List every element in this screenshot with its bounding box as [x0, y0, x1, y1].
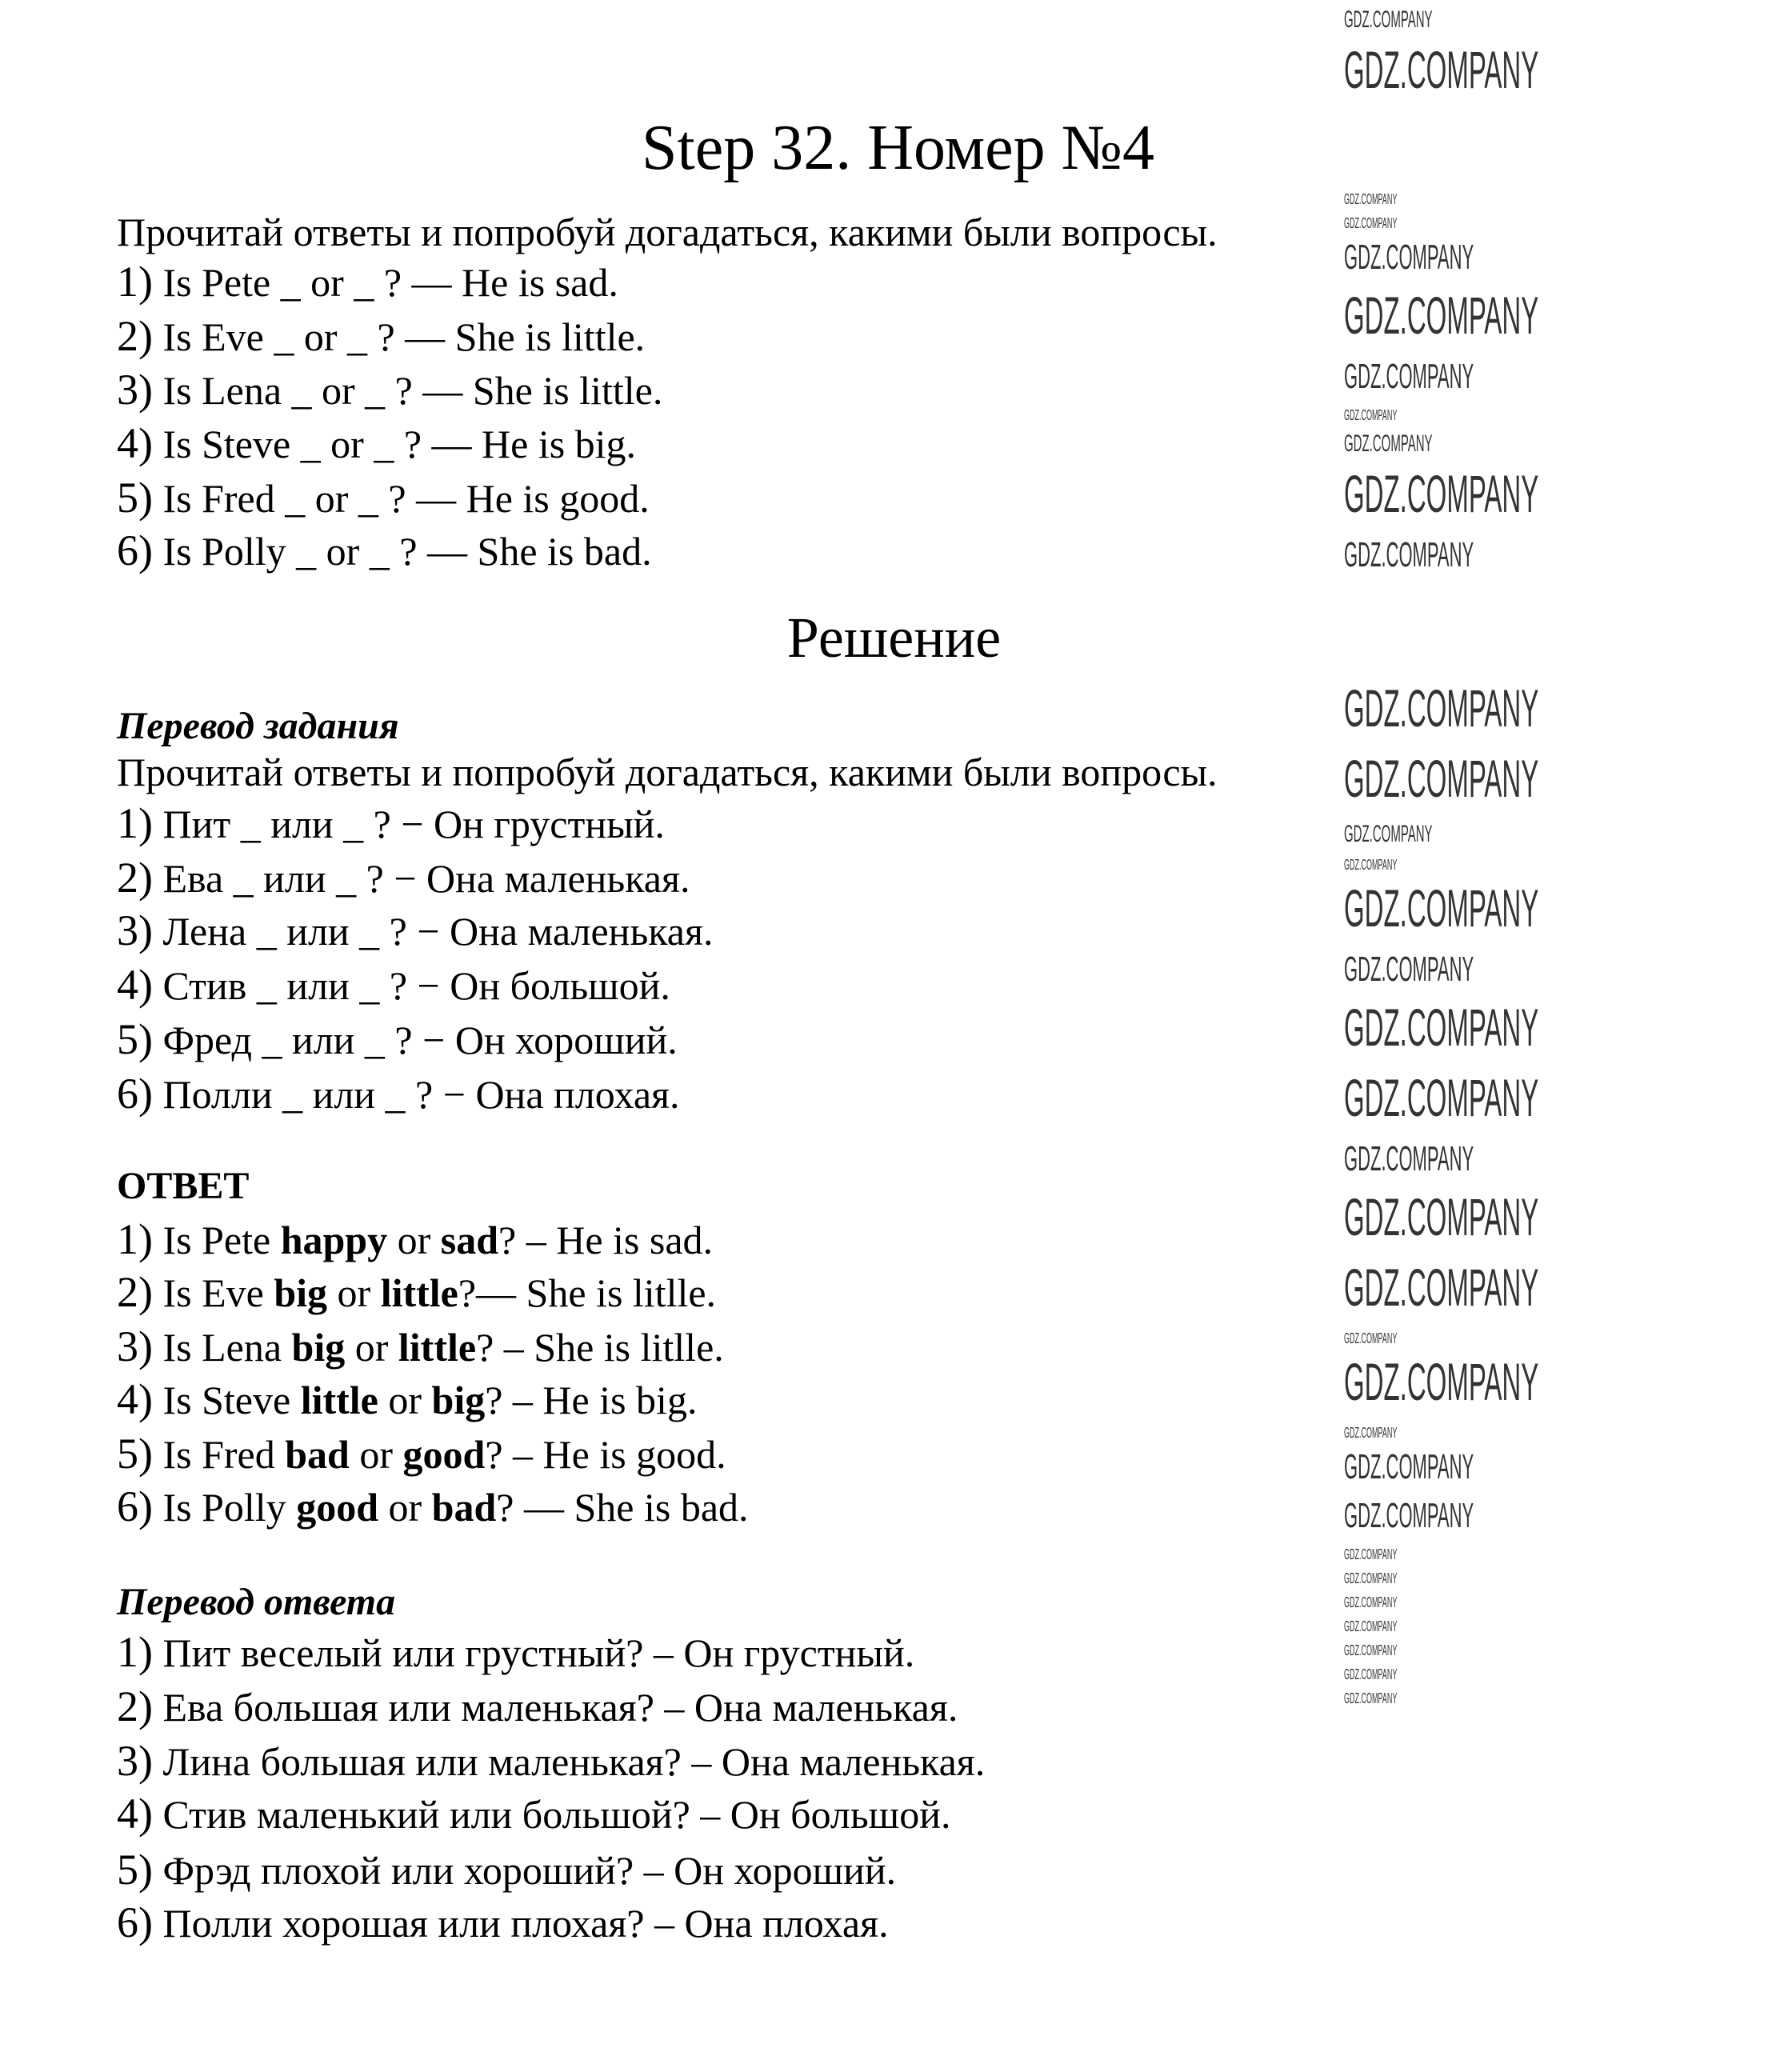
item-text: or: [387, 1218, 441, 1262]
item-number: 5): [117, 474, 153, 522]
watermark: GDZ.COMPANY: [1344, 857, 1398, 873]
watermark: GDZ.COMPANY: [1344, 1258, 1539, 1317]
watermark: GDZ.COMPANY: [1344, 1618, 1398, 1634]
translation-item: [117, 801, 665, 846]
item-number: 1): [117, 1215, 153, 1263]
answer-option: big: [274, 1270, 328, 1315]
item-text: Фрэд плохой или хороший? – Он хороший.: [162, 1848, 897, 1893]
translation-item: [117, 1017, 678, 1062]
answer-option: big: [291, 1325, 346, 1370]
task-translation-instruction: Прочитай ответы и попробуй догадаться, какими были вопросы.: [117, 750, 1218, 794]
item-number: 1): [117, 799, 153, 847]
answer-option: little: [380, 1270, 458, 1315]
task-item: [117, 259, 618, 305]
answer-option: good: [296, 1485, 378, 1530]
answer-translation-item: [117, 1791, 950, 1837]
watermark: GDZ.COMPANY: [1344, 430, 1433, 457]
item-text: ?— She is litlle.: [458, 1270, 717, 1315]
answer-item: [117, 1270, 716, 1315]
item-number: 4): [117, 1790, 153, 1838]
watermark: GDZ.COMPANY: [1344, 6, 1433, 33]
item-text: Is Eve _ or _ ? — She is little.: [162, 314, 646, 359]
item-text: Пит веселый или грустный? – Он грустный.: [162, 1630, 915, 1675]
watermark: GDZ.COMPANY: [1344, 1496, 1474, 1535]
watermark: GDZ.COMPANY: [1344, 1570, 1398, 1586]
translation-item: [117, 908, 713, 954]
watermark: GDZ.COMPANY: [1344, 1690, 1398, 1706]
watermark: GDZ.COMPANY: [1344, 1068, 1539, 1127]
task-item: [117, 314, 645, 359]
item-number: 3): [117, 1322, 153, 1370]
item-text: ? – He is big.: [485, 1378, 698, 1422]
watermark: GDZ.COMPANY: [1344, 407, 1398, 423]
item-text: Is Pete _ or _ ? — He is sad.: [162, 260, 618, 305]
item-text: or: [345, 1325, 398, 1370]
watermark: GDZ.COMPANY: [1344, 1642, 1398, 1658]
item-text: Ева _ или _ ? − Она маленькая.: [162, 856, 690, 901]
watermark: GDZ.COMPANY: [1344, 286, 1539, 345]
watermark: GDZ.COMPANY: [1344, 1594, 1398, 1610]
item-text: Ева большая или маленькая? – Она маленькая.: [162, 1685, 958, 1730]
page-title: Step 32. Номер №4: [642, 113, 1154, 183]
item-text: ? – He is good.: [485, 1432, 726, 1477]
item-text: or: [378, 1485, 432, 1530]
item-number: 3): [117, 366, 153, 414]
answer-option: little: [300, 1378, 378, 1422]
answer-translation-item: [117, 1684, 958, 1730]
answer-option: big: [431, 1378, 486, 1422]
answer-translation-item: [117, 1738, 985, 1784]
item-text: Is Lena: [162, 1325, 292, 1370]
task-item: [117, 367, 662, 413]
item-text: Полли хорошая или плохая? – Она плохая.: [162, 1901, 889, 1946]
item-text: ? – She is litlle.: [476, 1325, 724, 1370]
item-text: ? — She is bad.: [496, 1485, 749, 1530]
item-number: 5): [117, 1430, 153, 1478]
item-number: 4): [117, 961, 153, 1009]
answer-option: sad: [440, 1218, 499, 1262]
answer-option: happy: [280, 1218, 388, 1262]
solution-heading: Решение: [786, 606, 1002, 670]
answer-translation-item: [117, 1630, 914, 1675]
item-text: Стив _ или _ ? − Он большой.: [162, 963, 670, 1008]
task-item: [117, 475, 650, 521]
item-number: 6): [117, 1898, 153, 1946]
answer-option: bad: [431, 1485, 497, 1530]
item-text: ? – He is sad.: [498, 1218, 714, 1262]
answer-item: [117, 1431, 726, 1477]
item-text: or: [349, 1432, 403, 1477]
item-text: Is Polly: [162, 1485, 297, 1530]
answer-option: little: [398, 1325, 477, 1370]
translation-item: [117, 855, 690, 901]
watermark: GDZ.COMPANY: [1344, 535, 1474, 574]
item-text: Фред _ или _ ? − Он хороший.: [162, 1018, 678, 1062]
item-number: 6): [117, 1482, 153, 1530]
item-number: 5): [117, 1015, 153, 1063]
watermark: GDZ.COMPANY: [1344, 950, 1474, 989]
task-item: [117, 421, 636, 466]
task-item: [117, 528, 652, 574]
item-text: Is Eve: [162, 1270, 274, 1315]
watermark: GDZ.COMPANY: [1344, 1447, 1474, 1486]
item-text: Is Steve _ or _ ? — He is big.: [162, 422, 637, 466]
answer-item: [117, 1217, 713, 1262]
item-text: Is Polly _ or _ ? — She is bad.: [162, 529, 652, 574]
item-number: 3): [117, 906, 153, 954]
item-text: Is Steve: [162, 1378, 301, 1422]
item-text: Стив маленький или большой? – Он большой.: [162, 1792, 951, 1837]
answer-translation-item: [117, 1847, 896, 1893]
watermark: GDZ.COMPANY: [1344, 1187, 1539, 1246]
watermark: GDZ.COMPANY: [1344, 1352, 1539, 1411]
item-number: 2): [117, 854, 153, 902]
watermark: GDZ.COMPANY: [1344, 464, 1539, 523]
watermark: GDZ.COMPANY: [1344, 357, 1474, 396]
watermark: GDZ.COMPANY: [1344, 878, 1539, 938]
watermark: GDZ.COMPANY: [1344, 1425, 1398, 1441]
item-text: Is Fred _ or _ ? — He is good.: [162, 476, 650, 521]
item-number: 2): [117, 312, 153, 360]
watermark: GDZ.COMPANY: [1344, 821, 1433, 847]
item-number: 6): [117, 526, 153, 574]
watermark: GDZ.COMPANY: [1344, 998, 1539, 1057]
item-text: or: [378, 1378, 432, 1422]
watermark: GDZ.COMPANY: [1344, 191, 1398, 207]
answer-option: good: [402, 1432, 486, 1477]
item-number: 2): [117, 1268, 153, 1316]
task-translation-heading: Перевод задания: [117, 705, 399, 747]
watermark: GDZ.COMPANY: [1344, 238, 1474, 277]
answer-item: [117, 1484, 749, 1530]
item-text: Is Fred: [162, 1432, 286, 1477]
item-text: Лена _ или _ ? − Она маленькая.: [162, 909, 714, 954]
item-text: Полли _ или _ ? − Она плохая.: [162, 1072, 680, 1117]
answer-translation-item: [117, 1900, 889, 1946]
item-text: Лина большая или маленькая? – Она маленькая.: [162, 1739, 986, 1784]
item-number: 1): [117, 258, 153, 306]
answer-option: bad: [285, 1432, 350, 1477]
translation-item: [117, 962, 670, 1008]
answer-translation-heading: Перевод ответа: [117, 1581, 396, 1623]
watermark: GDZ.COMPANY: [1344, 1546, 1398, 1562]
item-text: Is Pete: [162, 1218, 281, 1262]
watermark: GDZ.COMPANY: [1344, 1139, 1474, 1178]
item-number: 6): [117, 1070, 153, 1118]
answer-item: [117, 1377, 697, 1422]
watermark: GDZ.COMPANY: [1344, 40, 1539, 99]
item-number: 2): [117, 1682, 153, 1730]
item-number: 4): [117, 419, 153, 467]
watermark: GDZ.COMPANY: [1344, 1330, 1398, 1346]
item-number: 3): [117, 1737, 153, 1785]
item-text: Is Lena _ or _ ? — She is little.: [162, 368, 663, 413]
watermark: GDZ.COMPANY: [1344, 678, 1539, 738]
task-instruction: Прочитай ответы и попробуй догадаться, какими были вопросы.: [117, 210, 1218, 254]
item-number: 4): [117, 1375, 153, 1423]
watermark: GDZ.COMPANY: [1344, 749, 1539, 808]
item-number: 5): [117, 1846, 153, 1894]
item-text: or: [327, 1270, 381, 1315]
watermark: GDZ.COMPANY: [1344, 1666, 1398, 1682]
item-text: Пит _ или _ ? − Он грустный.: [162, 802, 665, 846]
translation-item: [117, 1071, 680, 1117]
answer-heading: ОТВЕТ: [117, 1165, 250, 1207]
watermark: GDZ.COMPANY: [1344, 215, 1398, 231]
item-number: 1): [117, 1628, 153, 1676]
answer-item: [117, 1324, 724, 1370]
